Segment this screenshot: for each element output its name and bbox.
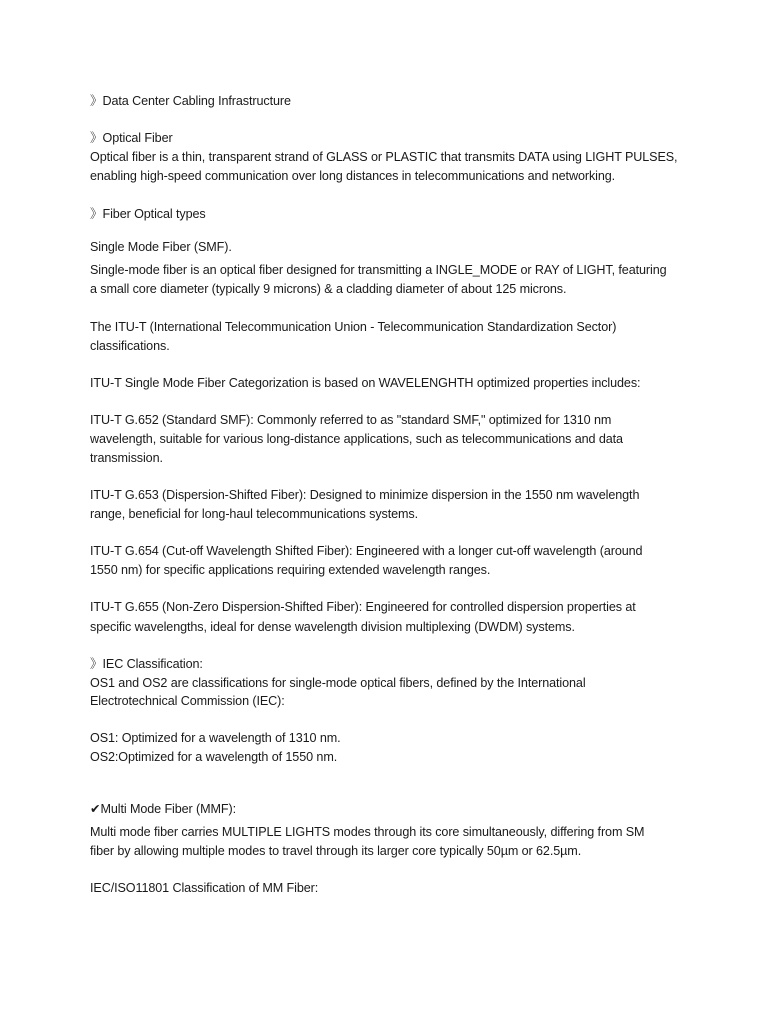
paragraph-line: ITU-T G.652 (Standard SMF): Commonly referred to as "standard SMF," optimized for 1310 nm xyxy=(90,413,612,427)
paragraph-line: Single-mode fiber is an optical fiber designed for transmitting a INGLE_MODE or RAY of LIGHT, featuring xyxy=(90,263,667,277)
list-item-os2: OS2:Optimized for a wavelength of 1550 nm. xyxy=(90,750,338,764)
paragraph-line: Multi mode fiber carries MULTIPLE LIGHTS modes through its core simultaneously, differing from SM xyxy=(90,825,645,839)
paragraph-line: The ITU-T (International Telecommunication Union - Telecommunication Standardization Sector) xyxy=(90,320,617,334)
paragraph-line: wavelength, suitable for various long-distance applications, such as telecommunications and data xyxy=(90,432,623,446)
list-item-os1: OS1: Optimized for a wavelength of 1310 nm. xyxy=(90,731,341,745)
subheading-iec-iso-classification: IEC/ISO11801 Classification of MM Fiber: xyxy=(90,881,319,895)
paragraph-line: fiber by allowing multiple modes to travel through its larger core typically 50µm or 62.5µm. xyxy=(90,844,582,858)
paragraph-line: ITU-T G.653 (Dispersion-Shifted Fiber): Designed to minimize dispersion in the 1550 nm wavelength xyxy=(90,488,640,502)
paragraph-line: ITU-T Single Mode Fiber Categorization is based on WAVELENGHTH optimized properties includes: xyxy=(90,376,641,390)
paragraph-line: OS1 and OS2 are classifications for single-mode optical fibers, defined by the International xyxy=(90,676,586,690)
paragraph-line: specific wavelengths, ideal for dense wavelength division multiplexing (DWDM) systems. xyxy=(90,620,575,634)
heading-optical-fiber: 》Optical Fiber xyxy=(90,131,173,145)
paragraph-line: Electrotechnical Commission (IEC): xyxy=(90,694,285,708)
paragraph-line: classifications. xyxy=(90,339,170,353)
paragraph-line: ITU-T G.654 (Cut-off Wavelength Shifted Fiber): Engineered with a longer cut-off wavelength (around xyxy=(90,544,643,558)
heading-iec-classification: 》IEC Classification: xyxy=(90,657,203,671)
paragraph-line: a small core diameter (typically 9 microns) & a cladding diameter of about 125 microns. xyxy=(90,282,567,296)
heading-multi-mode-fiber: ✔Multi Mode Fiber (MMF): xyxy=(90,802,236,816)
paragraph-line: 1550 nm) for specific applications requiring extended wavelength ranges. xyxy=(90,563,491,577)
paragraph-line: Optical fiber is a thin, transparent strand of GLASS or PLASTIC that transmits DATA using LIGHT PULSES, xyxy=(90,150,678,164)
subheading-single-mode-fiber: Single Mode Fiber (SMF). xyxy=(90,240,232,254)
paragraph-line: ITU-T G.655 (Non-Zero Dispersion-Shifted Fiber): Engineered for controlled dispersion properties at xyxy=(90,600,636,614)
heading-fiber-optical-types: 》Fiber Optical types xyxy=(90,207,206,221)
paragraph-line: transmission. xyxy=(90,451,163,465)
heading-data-center-cabling: 》Data Center Cabling Infrastructure xyxy=(90,94,291,108)
paragraph-line: enabling high-speed communication over long distances in telecommunications and networking. xyxy=(90,169,616,183)
paragraph-line: range, beneficial for long-haul telecommunications systems. xyxy=(90,507,419,521)
